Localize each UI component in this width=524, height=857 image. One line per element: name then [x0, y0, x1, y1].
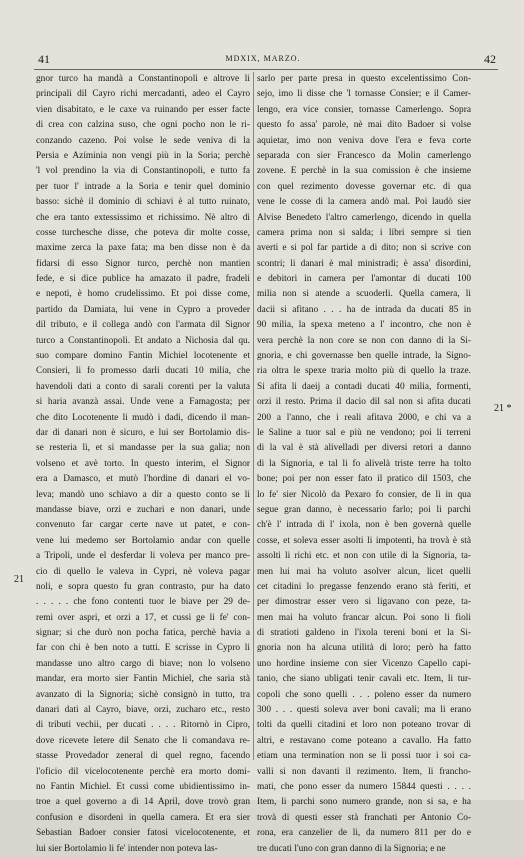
text-line: e debitori in camera per l'amontar di ducati 100 — [257, 274, 471, 285]
text-line: mandasse uno altro cargo di biave; non lo volseno — [36, 658, 250, 669]
text-line: mandar, era morto sier Fantin Michiel, che saria stà — [36, 674, 250, 685]
text-line: convenuto far cargar certe nave ut patet, e con- — [36, 520, 250, 531]
text-line: fede, e si dice publice ha amazato il padre, fradeli — [36, 274, 250, 285]
text-line: tolti da quelli citadini et loro non poteano trovar di — [257, 720, 471, 731]
text-line: orzi il resto. Prima il dacio dil sal non si afita ducati — [257, 397, 471, 408]
text-line: cio di quello le valeva in Cypri, nè voleva pagar — [36, 566, 250, 577]
text-line: rona, era canzelier de li, da numero 811 per do e — [257, 828, 471, 839]
text-line: cosse turchesche disse, che poteva dir molte cosse, — [36, 227, 250, 238]
text-line: per dimostrar esser vero si ligavano con peze, ta- — [257, 597, 471, 608]
text-line: sarlo per parte presa in questo excelentissimo Con- — [257, 74, 471, 84]
text-line: di la Signoria, e tal li fo alivelà triste terre ha tolto — [257, 458, 471, 469]
text-line: no Fantin Michiel. Et cussì come ubidientissimo in- — [36, 781, 250, 792]
text-line: di la val è stà alivelladi per diversi retori a danno — [257, 443, 471, 454]
text-line: men lui mai ha voluto asolver alcun, licet quelli — [257, 566, 471, 577]
text-line: ch'è l' intrada di l' ixola, non è ben governà quelle — [257, 520, 471, 531]
text-line: Alvise Benedeto l'altro camerlengo, dicendo in quella — [257, 212, 471, 223]
text-line: che era tanto extessissimo et richissimo. Nè altro di — [36, 212, 250, 223]
text-line: confusion e disordeni in quella camera. Et era sier — [36, 812, 250, 823]
text-line: vera perchè la non core se non con danno di la Si- — [257, 335, 471, 346]
text-line: fidarsi di esso Signor turco, perchè non mantien — [36, 258, 250, 269]
text-line: dacii si afitano . . . ha de intrada da ducati 85 in — [257, 304, 471, 315]
text-line: basso: sichè il dominio di schiavi è al tutto ruinato, — [36, 197, 250, 208]
text-line: noli, e sopra questo fu gran contrasto, pur ha dato — [36, 581, 250, 592]
text-line: di stratioti galdeno in l'ixola tereni boni et la Si- — [257, 628, 471, 639]
text-line: mati, che pono esser da numero 15844 questi . . . . — [257, 781, 471, 792]
text-line: Consieri, li fo promesso darli ducati 10 milia, che — [36, 366, 250, 377]
page-header — [30, 52, 496, 68]
text-line: Si afita li daeij a contadi ducati 40 milia, formenti, — [257, 381, 471, 392]
text-line: era a Damasco, et mutò l'hordine di danari el vo- — [36, 474, 250, 485]
margin-note-right: 21 * — [494, 403, 512, 414]
text-line: uno hordine insieme con sier Vicenzo Capello capi- — [257, 658, 471, 669]
text-line: Item, li parchi sono numero grande, non si sa, e ha — [257, 797, 471, 808]
right-column — [257, 72, 471, 854]
text-line: per tuor l' intrade a la Soria e tenir quel dominio — [36, 181, 250, 192]
text-line: ria oltra le spexe traria molto più di quello la traze. — [257, 366, 471, 377]
text-line: che dito Locotenente li mudò i dadi, dicendo il man- — [36, 412, 250, 423]
running-head: MDXIX, MARZO. — [225, 54, 301, 63]
text-line: leva; mandò uno schiavo a dir a questo conto se li — [36, 489, 250, 500]
column-divider — [253, 72, 254, 760]
text-line: 90 milia, la spexa meteno a l' incontro, che non è — [257, 320, 471, 331]
left-column — [36, 72, 250, 854]
text-line: lo fe' sier Nicolò da Pexaro fo consier, de lì in qua — [257, 489, 471, 500]
text-line: danari dati al Cayro, biave, orzi, zucharo etc., resto — [36, 705, 250, 716]
text-line: gnoria non ha alcuna utilità di loro; però ha fatto — [257, 643, 471, 654]
header-rule — [34, 69, 498, 70]
text-line: avanzato di la Signoria; sichè consignò in tutto, tra — [36, 689, 250, 700]
text-line: scontri; li danari è mal ministradi; è assa' disordini, — [257, 258, 471, 269]
text-line: vene le cosse di la camera andò mal. Poi laudò sier — [257, 197, 471, 208]
text-line: Persia e Azíminia non vengi più in la Soria; perchè — [36, 150, 250, 161]
text-line: si haria avanzà assai. Unde vene a Famagosta; per — [36, 397, 250, 408]
text-line: gnoria, e chi governasse ben quelle intrade, la Signo- — [257, 351, 471, 362]
text-line: far con chi è ben noto a tutti. E scrisse in Cypro li — [36, 643, 250, 654]
text-line: aquietar, imo non veniva dove l'era e feva corte — [257, 135, 471, 146]
text-line: vene lui medemo ser Bortolamio andar con quelle — [36, 535, 250, 546]
text-line: con quel rezimento dovesse governar etc. di qua — [257, 181, 471, 192]
text-line: vien disabitato, e le caxe va ruinando per esser facte — [36, 104, 250, 115]
text-line: remi over aspri, et orzi a 17, et cussì ge li fe' con- — [36, 612, 250, 623]
text-line: zovene. E perchè in la sua comission è che insieme — [257, 166, 471, 177]
text-line: conzando cazeno. Poi volse le sede veniva di la — [36, 135, 250, 146]
page-number-left: 41 — [38, 52, 50, 66]
text-line: partido da Damiata, lui vene in Cypro a proveder — [36, 304, 250, 315]
text-line: milia non si atende a scuoderli. Quella camera, li — [257, 289, 471, 300]
text-line: maxime zerca la paxe fata; ma ben disse non è da — [36, 243, 250, 254]
page-number-right: 42 — [484, 52, 496, 66]
text-line: tanio, che siano ubligati tenir cavali etc. Item, li tur- — [257, 674, 471, 685]
text-line: di tributi vechii, per ducati . . . . Ritornò in Cipro, — [36, 720, 250, 731]
text-line: stasse Provedador zeneral di quel regno, facendo — [36, 751, 250, 762]
text-line: lui sier Bortolamio li fe' intender non poteva las- — [36, 843, 218, 854]
text-line: Sebastian Badoer consier fatosi vicelocotenente, et — [36, 828, 250, 839]
text-line: trovà di questi esser stà franchati per Antonio Co- — [257, 812, 471, 823]
text-line: . . . . . che fono contenti tuor le biave per 29 de- — [36, 597, 250, 608]
text-line: se resteria lì, et si mandasse per la sua galia; non — [36, 443, 250, 454]
text-line: men mai ha voluto francar alcun. Poi sono li fioli — [257, 612, 471, 623]
text-line: l'oficio dil vicelocotenente perchè era morto domi- — [36, 766, 250, 777]
text-line: gnor turco ha mandà a Constantinopoli e altrove li — [36, 74, 250, 84]
text-line: tre ducati l'uno con gran danno di la Signoria; e ne — [257, 843, 446, 854]
text-line: e nepoti, è homo crudelissimo. Et poi disse come, — [36, 289, 250, 300]
text-line: 200 a l'anno, che i reali afitava 2000, e chi va a — [257, 412, 471, 423]
text-line: mandasse biave, orzi e zuchari e non danari, unde — [36, 504, 250, 515]
text-line: dar di danari non è sicuro, e lui ser Bortolamio dis- — [36, 427, 250, 438]
text-line: 300 . . . questi soleva aver boni cavali; ma li erano — [257, 705, 471, 716]
text-line: le Saline a tuor sal e più ne vendono; poi li terreni — [257, 427, 471, 438]
text-line: dil tributo, e il collega andò con l'armata dil Signor — [36, 320, 250, 331]
margin-note-left: 21 — [14, 574, 24, 585]
text-line: bone; poi per non esser fato il pratico dil 1503, che — [257, 474, 471, 485]
text-line: averti e si pol far partide a di dito; non si scrive con — [257, 243, 471, 254]
text-line: a Tripoli, unde el desferdar li voleva per manco pre- — [36, 551, 250, 562]
text-line: 'l vol prendino la via di Constantinopoli, e tutto fa — [36, 166, 250, 177]
text-line: di crea con calzina suso, che ogni pocho non le ri- — [36, 120, 250, 131]
text-line: segue gran danno, è necessario farlo; poi li parchi — [257, 504, 471, 515]
text-line: separada con sier Francesco da Molin camerlengo — [257, 150, 471, 161]
text-line: lengo, era vice consier, tornasse Camerlengo. Sopra — [257, 104, 471, 115]
text-line: sejo, imo li disse che 'l tornasse Consier; e il Camer- — [257, 89, 471, 100]
text-line: questo fo assa' parole, nè mai dito Badoer si volse — [257, 120, 471, 131]
text-line: principali dil Cayro richi mercadanti, adeo el Cayro — [36, 89, 250, 100]
text-line: dove ricevete letere dil Senato che li comandava re- — [36, 735, 250, 746]
text-line: camera prima non si salda; i libri sempre si tien — [257, 227, 471, 238]
text-line: havendoli dati a conto di sarali corenti per la valuta — [36, 381, 250, 392]
text-line: etiam una terminatíon non se li possi tuor i soi ca- — [257, 751, 471, 762]
text-line: turco a Constantinopoli. Et andato a Nichosia dal qu. — [36, 335, 250, 346]
text-line: valli si non davanti il rezimento. Item, li francho- — [257, 766, 471, 777]
text-line: volseno et avè torto. In questo interim, el Signor — [36, 458, 250, 469]
text-line: altri, e restavano come poteano a cavallo. Ha fatto — [257, 735, 471, 746]
text-line: troe a quel governo a dì 14 April, dove trovò gran — [36, 797, 250, 808]
text-line: cet citadini lo pregasse fenzendo erano stà feriti, et — [257, 581, 471, 592]
text-line: signar; si che durò non pocha fatica, perchè havia a — [36, 628, 250, 639]
text-line: assolti li richi etc. et non con utile di la Signoria, ta- — [257, 551, 471, 562]
text-line: suo compare domino Fantin Michiel locotenente et — [36, 351, 250, 362]
text-line: copoli che sono quelli . . . poleno esser da numero — [257, 689, 471, 700]
text-line: cosse, et soleva esser asolti li impotenti, ha trovà è stà — [257, 535, 471, 546]
